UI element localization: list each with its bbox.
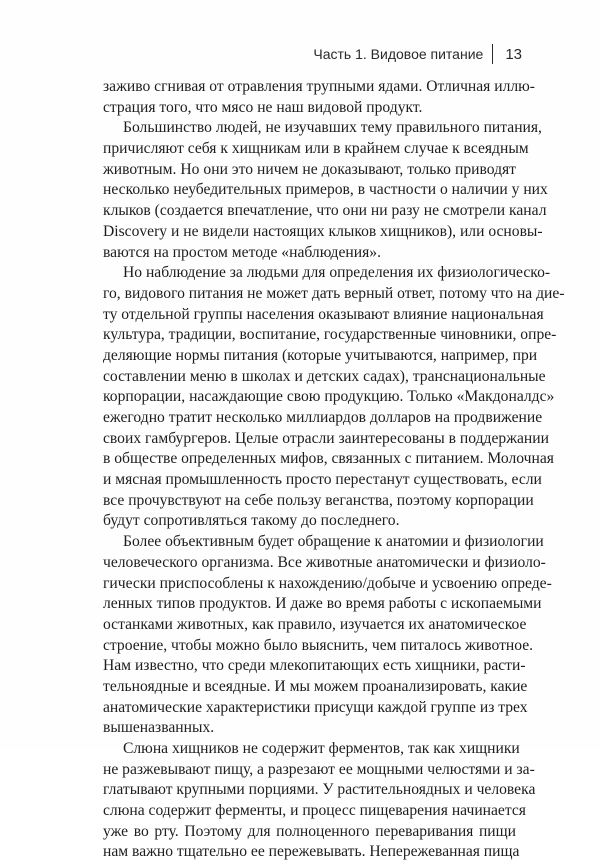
text-line: деляющие нормы питания (которые учитываются, например, при	[103, 346, 538, 364]
text-line: тельноядные и всеядные. И мы можем проанализировать, какие	[103, 677, 528, 695]
text-line: не разжевывают пищу, а разрезают ее мощными челюстями и за-	[103, 760, 535, 778]
text-line: корпорации, насаждающие свою продукцию. Только «Макдоналдс»	[103, 388, 555, 406]
text-line: Большинство людей, не изучавших тему правильного питания,	[123, 119, 542, 137]
paragraph	[103, 739, 536, 863]
text-line: Но наблюдение за людьми для определения их физиологическо-	[123, 264, 551, 282]
text-line: строение, чтобы можно было выяснить, чем питалось животное.	[103, 636, 534, 654]
header-divider	[492, 44, 493, 64]
page-number: 13	[505, 45, 522, 63]
text-line: страция того, что мясо не наш видовой продукт.	[103, 98, 423, 116]
text-line: причисляют себя к хищникам или в крайнем случае к всеядным	[103, 140, 529, 158]
text-line: анатомические характеристики присущи каждой группе из трех	[103, 698, 528, 716]
body-text	[103, 77, 565, 863]
text-line: Более объективным будет обращение к анатомии и физиологии	[123, 533, 544, 551]
text-line: останками животных, как правило, изучается их анатомическое	[103, 615, 527, 633]
paragraph	[103, 118, 548, 263]
running-head	[313, 44, 522, 64]
text-line: будут сопротивляться такому до последнего.	[103, 512, 400, 530]
text-line: Discovery и не видели настоящих клыков хищников), или основы-	[103, 222, 543, 240]
text-line: уже во рту. Поэтому для полноценного переваривания пищи	[103, 822, 516, 840]
text-line: вышеназванных.	[103, 719, 215, 737]
text-line: го, видового питания не может дать верный ответ, потому что на дие-	[103, 284, 565, 302]
text-line: ленных типов продуктов. И даже во время работы с ископаемыми	[103, 595, 542, 613]
text-line: слюна содержит ферменты, и процесс пищеварения начинается	[103, 802, 526, 820]
text-line: клыков (создается впечатление, что они ни разу не смотрели канал	[103, 202, 547, 220]
text-line: несколько неубедительных примеров, в частности о наличии у них	[103, 181, 548, 199]
text-line: гически приспособлены к нахождению/добыче и усвоению опреде-	[103, 574, 552, 592]
text-line: человеческого организма. Все животные анатомически и физиоло-	[103, 553, 546, 571]
text-line: культура, традиции, воспитание, государственные чиновники, опре-	[103, 326, 557, 344]
text-line: ту отдельной группы населения оказывают влияние национальная	[103, 305, 544, 323]
text-line: нам важно тщательно ее пережевывать. Непережеванная пища	[103, 843, 520, 861]
text-line: составлении меню в школах и детских садах), транснациональные	[103, 367, 546, 385]
text-line: ежегодно тратит несколько миллиардов долларов на продвижение	[103, 409, 543, 426]
text-line: своих гамбургеров. Целые отрасли заинтересованы в поддержании	[103, 429, 549, 447]
paragraph	[103, 532, 552, 739]
paragraph	[103, 263, 565, 532]
text-line: все прочувствуют на себе пользу веганства, поэтому корпорации	[103, 491, 534, 509]
text-line: глатывают крупными порциями. У растительноядных и человека	[103, 781, 536, 799]
text-line: в обществе определенных мифов, связанных с питанием. Молочная	[103, 450, 554, 468]
text-line: и мясная промышленность просто перестанут существовать, если	[103, 471, 542, 489]
text-line: ваются на простом методе «наблюдения».	[103, 243, 381, 261]
running-title: Часть 1. Видовое питание	[313, 46, 484, 62]
text-line: Нам известно, что среди млекопитающих есть хищники, расти-	[103, 657, 526, 675]
text-line: Слюна хищников не содержит ферментов, так как хищники	[123, 740, 520, 757]
paragraph	[103, 77, 536, 118]
text-line: заживо сгнивая от отравления трупными ядами. Отличная иллю-	[103, 78, 536, 95]
text-line: животным. Но они это ничем не доказывают, только приводят	[103, 160, 516, 178]
